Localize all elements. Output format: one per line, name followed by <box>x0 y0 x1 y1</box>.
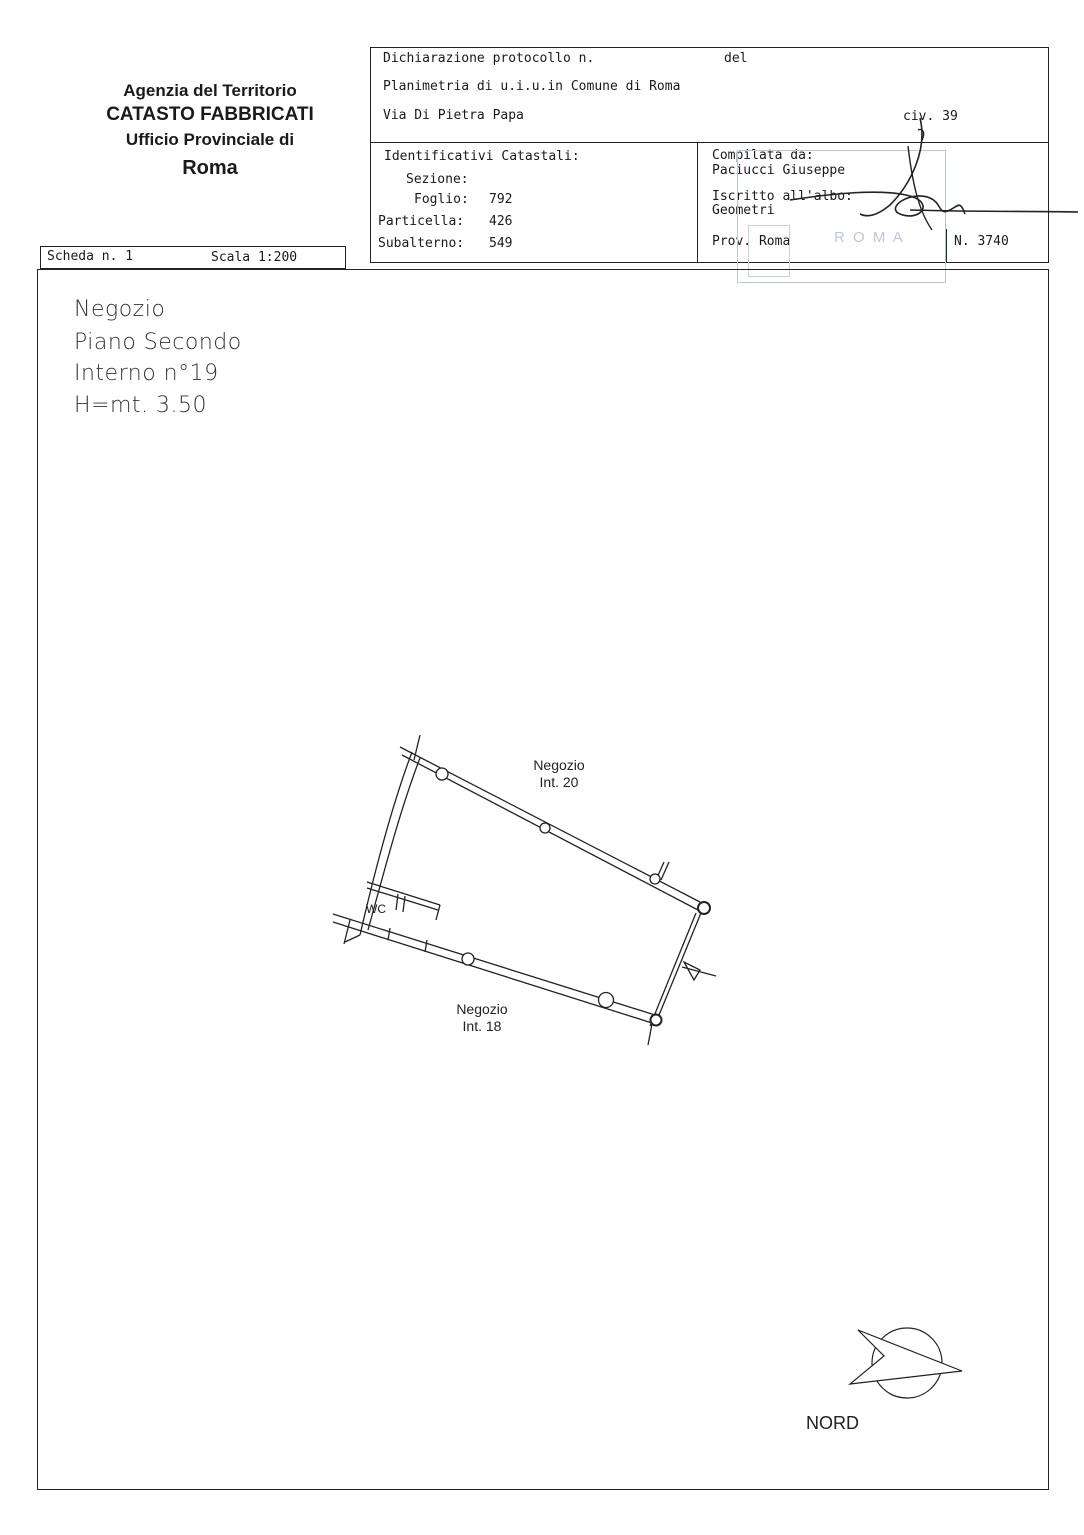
plan-bottom-tick-2 <box>425 940 427 952</box>
plan-column-4 <box>698 902 710 914</box>
height-label: H=mt. 3.50 <box>74 393 208 418</box>
identificativi-title: Identificativi Catastali: <box>384 149 580 164</box>
albo-value: Geometri <box>712 203 775 218</box>
iscritto-label: Iscritto all'albo: <box>712 189 853 204</box>
plan-label-bottom-name: Negozio <box>456 1001 508 1017</box>
civ-label: civ. 39 <box>903 109 958 124</box>
plan-label-top-int: Int. 20 <box>539 773 579 790</box>
subalterno-value: 549 <box>489 236 513 251</box>
compilata-name: Paciucci Giuseppe <box>712 163 846 178</box>
particella-label: Particella: <box>378 214 465 229</box>
plan-label-bottom-int: Int. 18 <box>462 1017 502 1034</box>
plan-column-5 <box>462 953 474 965</box>
agency-name: Agenzia del Territorio <box>123 81 297 100</box>
plan-wall-left-ext-a <box>345 935 360 942</box>
particella-value: 426 <box>489 214 513 229</box>
city-label: Roma <box>182 157 238 180</box>
plan-column-6 <box>599 993 614 1008</box>
foglio-value: 792 <box>489 192 513 207</box>
plan-wall-right-tail <box>648 1024 652 1045</box>
plan-wc-label: WC <box>366 902 386 916</box>
floor-label: Piano Secondo <box>74 330 242 355</box>
unit-type: Negozio <box>74 297 166 322</box>
plan-wc-right-wall <box>436 905 440 920</box>
compilata-title: Compilata da: <box>712 148 814 163</box>
scheda-label: Scheda n. 1 <box>47 249 134 264</box>
north-arrow-icon <box>840 1320 980 1410</box>
dichiarazione-label: Dichiarazione protocollo n. <box>383 51 595 66</box>
scala-label: Scala 1:200 <box>211 250 298 265</box>
sezione-label: Sezione: <box>406 172 469 187</box>
plan-column-1 <box>436 768 448 780</box>
north-label: NORD <box>806 1413 859 1433</box>
stamp-city: R O M A <box>834 229 905 246</box>
plan-bottom-tick-1 <box>388 928 390 940</box>
prov-label: Prov. Roma <box>712 234 791 249</box>
plan-label-bottom <box>442 1001 522 1035</box>
ufficio-label: Ufficio Provinciale di <box>125 130 295 149</box>
plan-column-2 <box>540 823 550 833</box>
plan-column-3 <box>650 874 660 884</box>
plan-column-7 <box>651 1015 662 1026</box>
plan-label-top <box>519 757 599 791</box>
plan-label-top-name: Negozio <box>533 757 585 773</box>
interno-label: Interno n°19 <box>74 361 219 386</box>
foglio-label: Foglio: <box>414 192 469 207</box>
plan-wc-door-2 <box>403 896 405 912</box>
subalterno-label: Subalterno: <box>378 236 465 251</box>
del-label: del <box>724 51 748 66</box>
via-label: Via Di Pietra Papa <box>383 108 524 123</box>
plan-wall-right-a <box>657 908 703 1020</box>
planimetria-label: Planimetria di u.i.u.in Comune di Roma <box>383 79 681 94</box>
catasto-title: CATASTO FABBRICATI <box>106 104 314 126</box>
numero-label: N. 3740 <box>954 234 1009 249</box>
